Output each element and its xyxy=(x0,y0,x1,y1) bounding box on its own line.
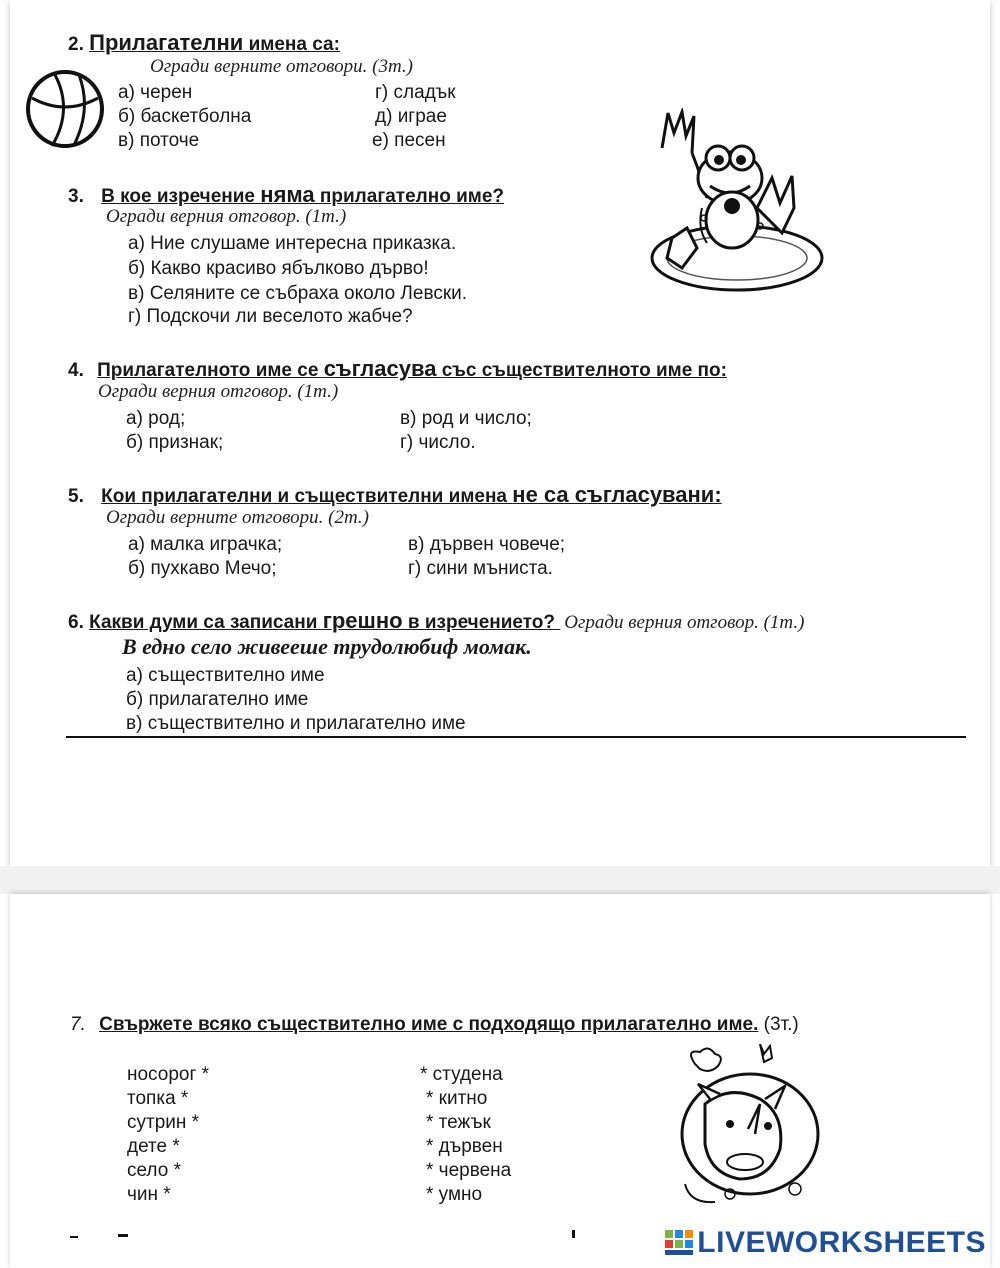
q7-noun-2[interactable]: топка * xyxy=(127,1088,189,1109)
q7-adjective-1[interactable]: * студена xyxy=(420,1064,503,1085)
rhino-illustration-icon xyxy=(660,1044,830,1214)
q6-option-a[interactable]: а) съществително име xyxy=(126,665,325,686)
q3-title-end: прилагателно име? xyxy=(319,186,505,207)
q5-option-d[interactable]: г) сини мъниста. xyxy=(408,558,553,579)
q4-number: 4. xyxy=(68,360,84,381)
q3-option-a[interactable]: а) Ние слушаме интересна приказка. xyxy=(128,233,457,254)
q7-noun-1[interactable]: носорог * xyxy=(127,1064,210,1085)
q2-number: 2. xyxy=(68,34,84,55)
q7-noun-5[interactable]: село * xyxy=(127,1160,181,1181)
q6-option-b[interactable]: б) прилагателно име xyxy=(126,689,309,710)
liveworksheets-logo-icon xyxy=(665,1230,693,1256)
q2-option-c[interactable]: в) поточе xyxy=(118,130,200,151)
q7-title: Свържете всяко съществително име с подходящо прилагателно име. xyxy=(99,1014,759,1035)
q6-option-c[interactable]: в) съществително и прилагателно име xyxy=(126,713,466,734)
q3-heading xyxy=(68,182,504,208)
q3-option-b[interactable]: б) Какво красиво ябълково дърво! xyxy=(128,258,429,279)
liveworksheets-brand[interactable] xyxy=(665,1226,986,1260)
q7-number: 7. xyxy=(70,1014,86,1035)
cut-off-text-fragment-3 xyxy=(572,1230,575,1238)
q7-adjective-2[interactable]: * китно xyxy=(426,1088,488,1109)
q5-option-a[interactable]: а) малка играчка; xyxy=(128,534,283,555)
q3-instruction: Огради верния отговор. (1т.) xyxy=(106,206,347,227)
q7-adjective-5[interactable]: * червена xyxy=(426,1160,512,1181)
q5-title-emphasis: не са съгласувани: xyxy=(512,482,722,507)
q7-adjective-3[interactable]: * тежък xyxy=(426,1112,491,1133)
page-gap xyxy=(0,866,1000,894)
q6-title-end: в изречението? xyxy=(407,612,555,633)
q5-title-start: Кои прилагателни и съществителни имена xyxy=(101,486,507,507)
q6-title-start: Какви думи са записани xyxy=(89,612,318,633)
q2-option-a[interactable]: а) черен xyxy=(118,82,193,103)
q7-noun-3[interactable]: сутрин * xyxy=(127,1112,200,1133)
q2-title-emphasis: Прилагателни xyxy=(89,30,244,55)
q5-heading xyxy=(68,482,722,508)
q7-heading xyxy=(70,1014,799,1036)
frog-illustration-icon xyxy=(642,108,832,308)
q3-option-c[interactable]: в) Селяните се събраха около Левски. xyxy=(128,283,468,304)
cut-off-text-fragment-2 xyxy=(118,1234,128,1237)
q5-option-c[interactable]: в) дървен човече; xyxy=(408,534,566,555)
q4-instruction: Огради верния отговор. (1т.) xyxy=(98,381,339,402)
q2-heading xyxy=(68,30,340,56)
q7-noun-6[interactable]: чин * xyxy=(127,1184,171,1205)
q2-instruction: Огради верните отговори. (3т.) xyxy=(150,56,413,77)
q7-noun-4[interactable]: дете * xyxy=(127,1136,180,1157)
q2-option-e[interactable]: д) играе xyxy=(375,106,447,127)
q3-title-emphasis: няма xyxy=(260,182,315,207)
q5-number: 5. xyxy=(68,486,84,507)
q2-option-f[interactable]: е) песен xyxy=(372,130,446,151)
q4-heading xyxy=(68,356,727,382)
q4-title-end: със съществителното име по: xyxy=(441,360,727,381)
q4-option-a[interactable]: а) род; xyxy=(126,408,186,429)
q5-option-b[interactable]: б) пухкаво Мечо; xyxy=(128,558,277,579)
q7-adjective-6[interactable]: * умно xyxy=(426,1184,483,1205)
q2-title: имена са: xyxy=(248,34,340,55)
q6-heading xyxy=(68,608,804,634)
q6-sentence: В едно село живееше трудолюбиф момак. xyxy=(122,634,532,659)
q6-number: 6. xyxy=(68,612,84,633)
cut-off-text-fragment xyxy=(70,1236,78,1238)
q5-instruction: Огради верните отговори. (2т.) xyxy=(106,507,369,528)
q2-option-b[interactable]: б) баскетболна xyxy=(118,106,252,127)
q3-title-start: В кое изречение xyxy=(101,186,255,207)
q6-title-emphasis: грешно xyxy=(322,608,403,633)
q7-adjective-4[interactable]: * дървен xyxy=(426,1136,503,1157)
liveworksheets-wordmark: LIVEWORKSHEETS xyxy=(697,1226,986,1259)
q4-option-d[interactable]: г) число. xyxy=(400,432,476,453)
q3-option-d[interactable]: г) Подскочи ли веселото жабче? xyxy=(128,306,413,327)
q6-instruction: Огради верния отговор. (1т.) xyxy=(564,612,805,633)
basketball-icon xyxy=(24,68,106,150)
q2-option-d[interactable]: г) сладък xyxy=(375,82,456,103)
worksheet-page-2 xyxy=(10,894,990,1268)
q7-points: (3т.) xyxy=(763,1014,799,1035)
q4-title-start: Прилагателното име се xyxy=(97,360,319,381)
q4-option-c[interactable]: в) род и число; xyxy=(400,408,532,429)
q3-number: 3. xyxy=(68,186,84,207)
section-divider xyxy=(66,736,966,738)
q4-option-b[interactable]: б) признак; xyxy=(126,432,224,453)
q4-title-emphasis: съгласува xyxy=(323,356,437,381)
